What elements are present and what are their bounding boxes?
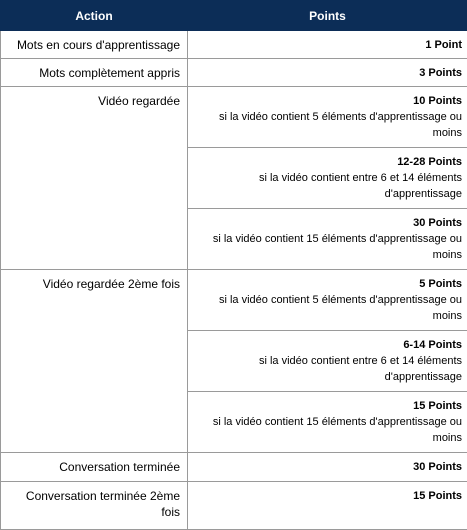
action-cell: Vidéo regardée 2ème fois — [1, 270, 188, 453]
points-cell — [188, 270, 467, 331]
action-cell: Vidéo regardée — [1, 87, 188, 270]
points-value: 1 Point — [194, 37, 462, 53]
points-cell — [188, 31, 467, 59]
action-cell: Mots en cours d'apprentissage — [1, 31, 188, 59]
points-cell — [188, 209, 467, 270]
points-value: 12-28 Points — [194, 154, 462, 170]
column-header-points: Points — [188, 1, 467, 31]
table-row — [1, 87, 467, 148]
points-cell — [188, 392, 467, 453]
table-row — [1, 31, 467, 59]
column-header-action: Action — [1, 1, 188, 31]
action-cell: Conversation terminée 2ème fois — [1, 482, 188, 530]
table-header-row — [1, 1, 467, 31]
points-cell — [188, 331, 467, 392]
points-value: 30 Points — [194, 459, 462, 475]
table-row — [1, 482, 467, 530]
points-cell — [188, 482, 467, 530]
points-value: 10 Points — [194, 93, 462, 109]
table-row — [1, 453, 467, 482]
points-condition: si la vidéo contient entre 6 et 14 éléments d'apprentissage — [194, 170, 462, 202]
points-cell — [188, 453, 467, 482]
action-cell: Mots complètement appris — [1, 59, 188, 87]
points-value: 15 Points — [194, 398, 462, 414]
points-cell — [188, 87, 467, 148]
points-condition: si la vidéo contient 15 éléments d'apprentissage ou moins — [194, 231, 462, 263]
points-value: 5 Points — [194, 276, 462, 292]
table-row — [1, 59, 467, 87]
action-cell: Conversation terminée — [1, 453, 188, 482]
table-row — [1, 270, 467, 331]
points-cell — [188, 59, 467, 87]
points-cell — [188, 148, 467, 209]
points-value: 30 Points — [194, 215, 462, 231]
points-value: 15 Points — [194, 488, 462, 504]
points-condition: si la vidéo contient 5 éléments d'apprentissage ou moins — [194, 109, 462, 141]
points-value: 3 Points — [194, 65, 462, 81]
points-condition: si la vidéo contient 5 éléments d'apprentissage ou moins — [194, 292, 462, 324]
points-condition: si la vidéo contient entre 6 et 14 éléments d'apprentissage — [194, 353, 462, 385]
points-condition: si la vidéo contient 15 éléments d'apprentissage ou moins — [194, 414, 462, 446]
points-value: 6-14 Points — [194, 337, 462, 353]
